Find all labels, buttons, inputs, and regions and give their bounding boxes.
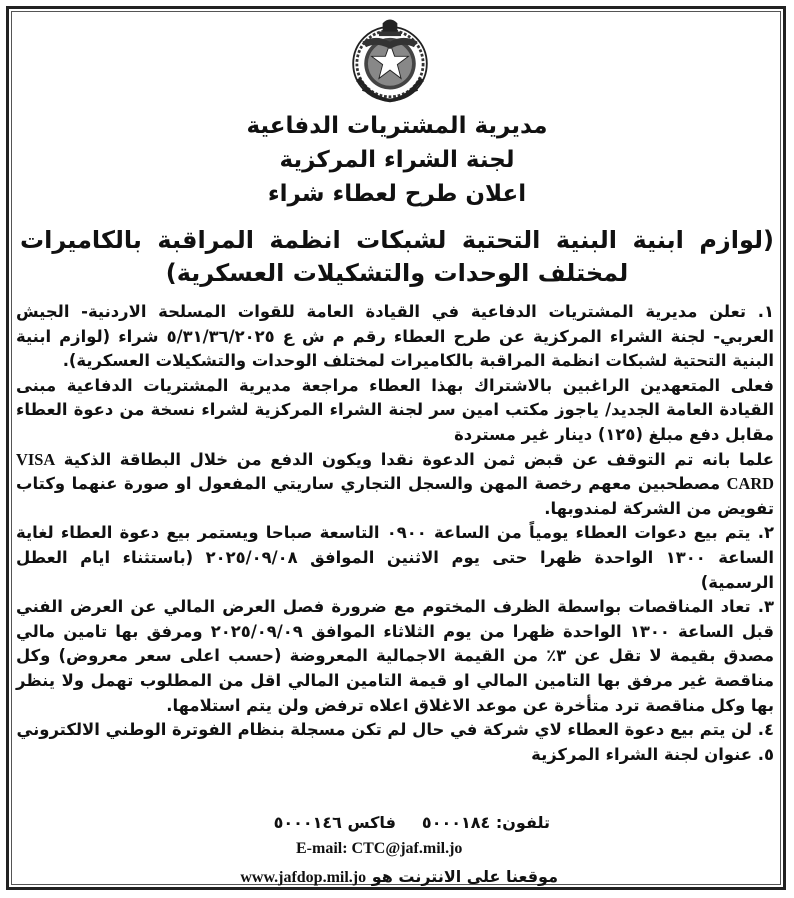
clause-1: ١. تعلن مديرية المشتريات الدفاعية في القيادة العامة للقوات المسلحة الاردنية- الجيش العربي- لجنة الشراء المركزية عن طرح العطاء رقم م ش ع ٥/٣١/٣٦/٢٠٢٥ شراء (لوازم ابنية البنية التحتية لشبكات انظمة المراقبة بالكاميرات لمختلف الوحدات والتشكيلات العسكرية). — [16, 302, 774, 371]
website-link[interactable]: www.jafdop.mil.jo — [240, 869, 367, 886]
payment-documents: مصطحبين معهم رخصة المهن والسجل التجاري ساريتي المفعول او صورة عنهما وكتاب تفويض من الشركة لمندوبها. — [16, 474, 774, 518]
clause-1-payment — [16, 448, 774, 522]
clause-1-purchase: فعلى المتعهدين الراغبين بالاشتراك بهذا العطاء مراجعة مديرية المشتريات الدفاعية مبنى القيادة العامة الجديد/ ياجوز مكتب امين سر لجنة الشراء المركزية لشراء نسخة من دعوة العطاء مقابل دفع مبلغ (١٢٥) دينار غير مستردة — [16, 375, 774, 444]
announcement-body — [16, 300, 774, 767]
directorate-title: مديرية المشتريات الدفاعية — [246, 113, 548, 139]
payment-text: علما بانه تم التوقف عن قبض ثمن الدعوة نقدا ويكون الدفع من خلال البطاقة الذكية — [63, 449, 774, 469]
visa-card-label: VISA CARD — [16, 449, 774, 494]
army-emblem — [344, 14, 436, 106]
email-address[interactable]: E-mail: CTC@jaf.mil.jo — [296, 840, 463, 857]
website-line — [240, 866, 558, 889]
clause-4: ٤. لن يتم بيع دعوة العطاء لاي شركة في حال لم تكن مسجلة بنظام الفوترة الوطني الالكتروني — [16, 720, 774, 740]
committee-title: لجنة الشراء المركزية — [279, 147, 515, 173]
phone-fax-line — [274, 812, 550, 834]
phone-number: تلفون: ٥٠٠٠١٨٤ — [421, 813, 550, 832]
clause-3: ٣. تعاد المناقصات بواسطة الظرف المختوم مع ضرورة فصل العرض المالي عن العرض الفني قبل الساعة ١٣٠٠ الواحدة ظهرا من يوم الثلاثاء الموافق ٢٠٢٥/٠٩/٠٩ ومرفق بها تامين مالي مصدق بقيمة لا تقل عن ٣٪ من القيمة الاجمالية المعروضة (حسب اعلى سعر معروض) وكل مناقصة غير مرفق بها التامين المالي او قيمة التامين المالي اقل من المطلوب تهمل ولا ينظر بها وكل مناقصة ترد متأخرة عن موعد الاغلاق اعلاه ترفض ولن يتم استلامها. — [16, 597, 774, 715]
website-label: موقعنا على الانترنت هو — [371, 867, 558, 886]
fax-number: فاكس ٥٠٠٠١٤٦ — [273, 813, 396, 832]
clause-2: ٢. يتم بيع دعوات العطاء يومياً من الساعة ٠٩٠٠ التاسعة صباحا ويستمر بيع دعوة العطاء لغاية الساعة ١٣٠٠ الواحدة ظهرا حتى يوم الاثنين الموافق ٢٠٢٥/٠٩/٠٨ (باستثناء ايام العطل الرسمية) — [16, 523, 774, 592]
tender-subject: (لوازم ابنية البنية التحتية لشبكات انظمة المراقبة بالكاميرات لمختلف الوحدات والتشكيلات العسكرية) — [20, 226, 774, 287]
clause-5: ٥. عنوان لجنة الشراء المركزية — [531, 744, 774, 764]
notice-type-title: اعلان طرح لعطاء شراء — [267, 181, 527, 207]
